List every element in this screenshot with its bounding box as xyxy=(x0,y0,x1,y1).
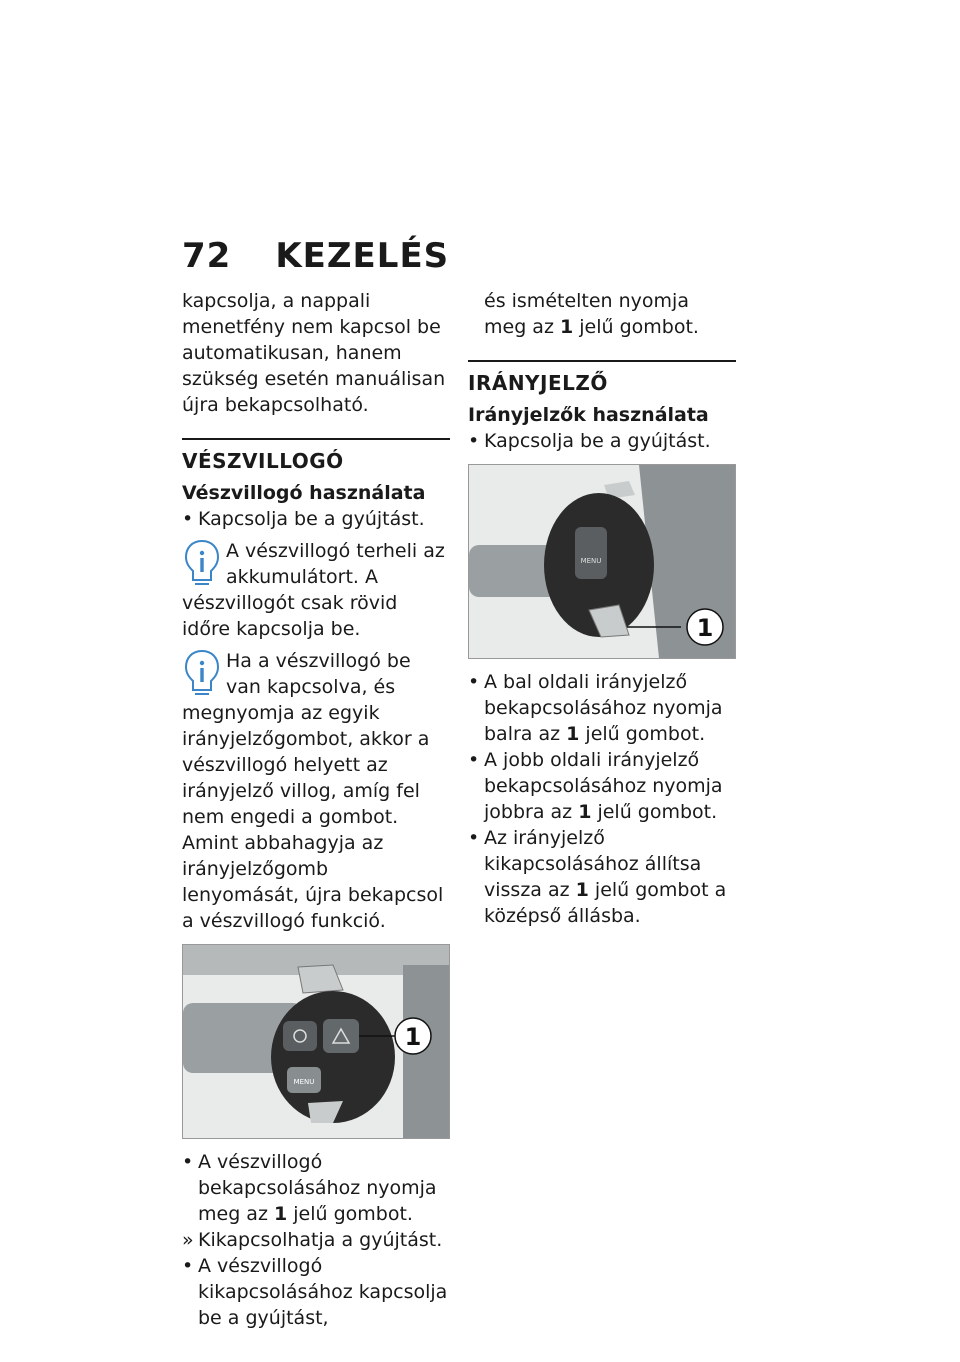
list-item: • Kapcsolja be a gyújtást. xyxy=(182,506,450,532)
chapter-title: KEZELÉS xyxy=(275,236,450,276)
list-item: • A bal oldali irányjelző bekapcsolásához nyomja balra az 1 jelű gombot. xyxy=(468,669,736,747)
sub-title: Irányjelzők használata xyxy=(468,404,709,426)
continued-text: és ismételten nyomja meg az 1 jelű gombot. xyxy=(484,290,699,338)
right-column xyxy=(468,288,736,929)
info-icon xyxy=(182,648,222,698)
intro-text: kapcsolja, a nappali menetfény nem kapcsol be automatikusan, hanem szükség esetén manuálisan újra bekapcsolható. xyxy=(182,290,446,416)
section-indicator xyxy=(468,360,736,929)
section-hazard xyxy=(182,438,450,1331)
indicator-switch-figure xyxy=(468,464,736,659)
page-number: 72 xyxy=(182,236,232,276)
left-column xyxy=(182,288,450,1331)
info-note xyxy=(182,538,450,642)
figure-button-label: MENU xyxy=(293,1078,315,1086)
hazard-switch-figure xyxy=(182,944,450,1139)
note-text: Ha a vészvillogó be van kapcsolva, és megnyomja az egyik irányjelzőgombot, akkor a vészvillogó helyett az irányjelző villog, amíg fel nem engedi a gombot. Amint abbahagyja az irányjelzőgomb lenyomását, újra bekapcsol a vészvillogó funkció. xyxy=(182,650,444,932)
section-title: VÉSZVILLOGÓ xyxy=(182,449,344,473)
list-item: • Az irányjelző kikapcsolásához állítsa vissza az 1 jelű gombot a középső állásba. xyxy=(468,825,736,929)
info-icon xyxy=(182,538,222,588)
note-text: A vészvillogó terheli az akkumulátort. A vészvillogót csak rövid időre kapcsolja be. xyxy=(182,540,445,640)
section-title: IRÁNYJELZŐ xyxy=(468,371,608,395)
list-item: • Kapcsolja be a gyújtást. xyxy=(468,428,736,454)
figure-callout: 1 xyxy=(696,614,714,642)
list-item: • A vészvillogó kikapcsolásához kapcsolja be a gyújtást, xyxy=(182,1253,450,1331)
figure-callout: 1 xyxy=(404,1023,422,1051)
info-note xyxy=(182,648,450,934)
list-item: • A jobb oldali irányjelző bekapcsolásához nyomja jobbra az 1 jelű gombot. xyxy=(468,747,736,825)
result-item: » Kikapcsolhatja a gyújtást. xyxy=(182,1227,450,1253)
figure-button-label: MENU xyxy=(580,557,602,565)
page-header xyxy=(182,236,449,276)
sub-title: Vészvillogó használata xyxy=(182,482,426,504)
list-item: • A vészvillogó bekapcsolásához nyomja meg az 1 jelű gombot. xyxy=(182,1149,450,1227)
